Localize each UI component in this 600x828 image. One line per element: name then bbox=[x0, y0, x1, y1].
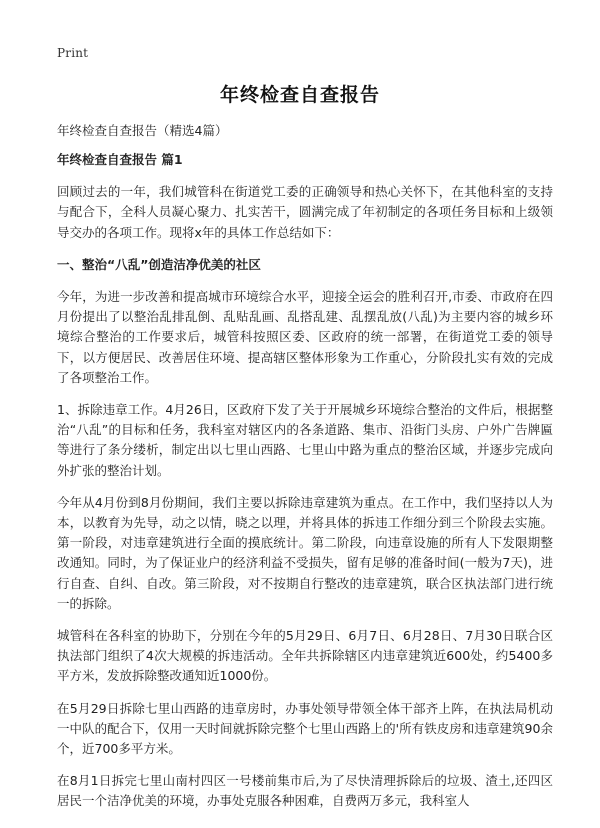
paragraph-three-stages: 今年从4月份到8月份期间，我们主要以拆除违章建筑为重点。在工作中，我们坚持以人为本，以教育为先导，动之以情，晓之以理，并将具体的拆违工作细分到三个阶段去实施。第一阶段，对违章建筑进行全面的摸底统计。第二阶段，向违章设施的所有人下发限期整改通知。同时，为了保证业户的经济利益不受损失，留有足够的准备时间(一般为7天)，进行自查、自纠、自改。第三阶段，对不按期自行整改的违章建筑，联合区执法部门进行统一的拆除。 bbox=[57, 494, 553, 611]
heading-rectify-eight-chaos: 一、整治“八乱”创造洁净优美的社区 bbox=[57, 256, 261, 272]
paragraph-august-1: 在8月1日拆完七里山南村四区一号楼前集市后,为了尽快清理拆除后的垃圾、渣土,还四区居民一个洁净优美的环境，办事处克服各种困难，自费两万多元，我科室人 bbox=[57, 773, 553, 809]
document-title: 年终检查自查报告 bbox=[219, 84, 380, 106]
paragraph-demolition-work: 1、拆除违章工作。4月26日，区政府下发了关于开展城乡环境综合整治的文件后，根据整治“八乱”的目标和任务，我科室对辖区内的各条道路、集市、沿街门头房、户外广告牌匾等进行了条分缕析，制定出以七里山西路、七里山中路为重点的整治区域，并逐步完成向外扩张的整治计划。 bbox=[57, 402, 553, 478]
paragraph-background: 今年，为进一步改善和提高城市环境综合水平，迎接全运会的胜利召开,市委、市政府在四月份提出了以整治乱排乱倒、乱贴乱画、乱搭乱建、乱摆乱放(八乱)为主要内容的城乡环境综合整治的工作要求后，城管科按照区委、区政府的统一部署，在街道党工委的领导下，以方便居民、改善居住环境、提高辖区整体形象为工作重心，分阶段扎实有效的完成了各项整治工作。 bbox=[57, 289, 553, 385]
paragraph-large-scale-actions: 城管科在各科室的协助下，分别在今年的5月29日、6月7日、6月28日、7月30日联合区执法部门组织了4次大规模的拆违活动。全年共拆除辖区内违章建筑近600处，约5400多平方米，发放拆除整改通知近1000份。 bbox=[57, 628, 553, 684]
print-link[interactable]: Print bbox=[57, 46, 89, 60]
document-body bbox=[57, 150, 553, 824]
document-subtitle: 年终检查自查报告（精选4篇） bbox=[57, 123, 228, 138]
section-title: 年终检查自查报告 篇1 bbox=[57, 152, 183, 167]
paragraph-intro: 回顾过去的一年，我们城管科在街道党工委的正确领导和热心关怀下，在其他科室的支持与配合下，全科人员凝心聚力、扎实苦干，圆满完成了年初制定的各项任务目标和上级领导交办的各项工作。现将x年的具体工作总结如下： bbox=[57, 184, 553, 240]
paragraph-may-29: 在5月29日拆除七里山西路的违章房时，办事处领导带领全体干部齐上阵，在执法局机动一中队的配合下，仅用一天时间就拆除完整个七里山西路上的'所有铁皮房和违章建筑90余个，近700多平方米。 bbox=[57, 700, 553, 757]
